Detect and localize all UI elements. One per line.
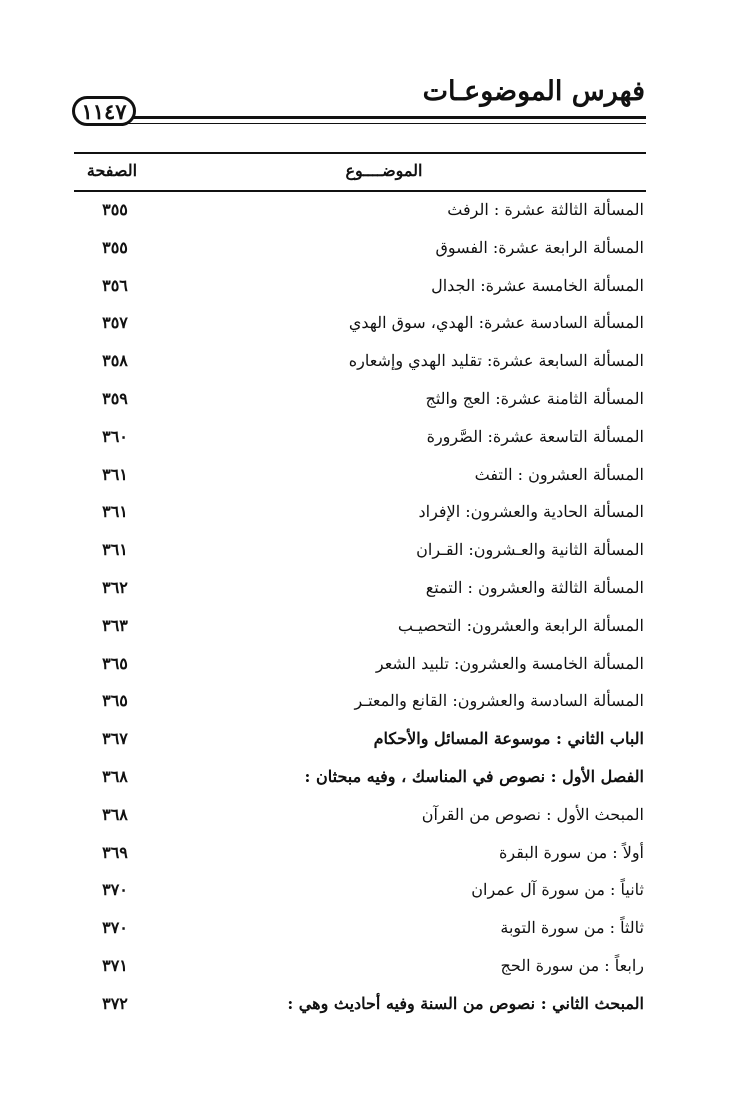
- toc-entry: [74, 382, 646, 420]
- toc-entry-page: ٣٧١: [102, 955, 128, 975]
- column-header-topic: الموضــــوع: [345, 161, 423, 180]
- toc-entry-title: الباب الثاني : موسوعة المسائل والأحكام: [373, 729, 644, 749]
- column-header-rule-bottom: [74, 190, 646, 192]
- toc-entry-title: المسألة العشرون : التفث: [474, 464, 644, 484]
- column-header-rule-top: [74, 152, 646, 154]
- toc-rows: [74, 193, 646, 1025]
- toc-entry-title: أولاً : من سورة البقرة: [498, 842, 644, 862]
- toc-entry-title: المسألة الثالثة عشرة : الرفث: [447, 200, 644, 219]
- toc-entry-page: ٣٦٧: [102, 729, 128, 749]
- toc-entry: [74, 344, 646, 382]
- toc-entry-title: المسألة الثانية والعـشرون: القـران: [416, 540, 644, 560]
- toc-entry-title: الفصل الأول : نصوص في المناسك ، وفيه مبحثان :: [304, 766, 644, 786]
- toc-entry: [74, 306, 646, 344]
- page-title: فهرس الموضوعـات: [422, 76, 645, 107]
- toc-entry: [74, 798, 646, 836]
- toc-entry: [74, 836, 646, 874]
- toc-entry: [74, 533, 646, 571]
- toc-entry-title: المسألة السابعة عشرة: تقليد الهدي وإشعاره: [348, 351, 644, 371]
- toc-entry: [74, 269, 646, 307]
- page-number-badge: ١١٤٧: [72, 96, 136, 126]
- toc-entry-title: المسألة الحادية والعشرون: الإفراد: [418, 502, 644, 522]
- toc-entry-page: ٣٦١: [102, 502, 128, 522]
- toc-entry-page: ٣٥٨: [102, 351, 128, 371]
- toc-entry-page: ٣٥٦: [102, 275, 128, 295]
- toc-entry-title: المبحث الثاني : نصوص من السنة وفيه أحاديث وهي :: [287, 993, 644, 1013]
- toc-entry-page: ٣٦٠: [102, 426, 128, 446]
- toc-entry: [74, 873, 646, 911]
- header-rule-thin: [96, 123, 646, 124]
- toc-entry-page: ٣٥٥: [102, 237, 128, 257]
- toc-entry-page: ٣٦١: [102, 540, 128, 560]
- toc-entry: [74, 684, 646, 722]
- header-rule-thick: [96, 116, 646, 119]
- toc-entry-title: المسألة الرابعة والعشرون: التحصيـب: [397, 615, 644, 635]
- toc-entry: [74, 987, 646, 1025]
- toc-entry: [74, 193, 646, 231]
- toc-entry: [74, 722, 646, 760]
- toc-entry-title: المسألة الرابعة عشرة: الفسوق: [435, 237, 644, 257]
- toc-entry: [74, 458, 646, 496]
- toc-entry-title: المسألة الخامسة والعشرون: تلبيد الشعر: [375, 653, 644, 673]
- toc-entry-page: ٣٧٠: [102, 880, 128, 900]
- toc-entry-title: المسألة السادسة عشرة: الهدي، سوق الهدي: [348, 313, 644, 333]
- toc-entry: [74, 231, 646, 269]
- toc-entry: [74, 647, 646, 685]
- toc-entry-title: المسألة السادسة والعشرون: القانع والمعتـر: [354, 691, 644, 711]
- toc-entry-title: ثالثاً : من سورة التوبة: [500, 918, 644, 938]
- toc-entry: [74, 495, 646, 533]
- toc-entry-page: ٣٦٢: [102, 577, 128, 597]
- toc-entry-page: ٣٥٩: [102, 388, 128, 408]
- toc-entry-page: ٣٧٠: [102, 918, 128, 938]
- toc-entry: [74, 420, 646, 458]
- toc-entry-page: ٣٦٩: [102, 842, 128, 862]
- column-header-page: الصفحة: [86, 161, 138, 180]
- toc-entry-page: ٣٥٥: [102, 200, 128, 219]
- toc-entry-page: ٣٦٥: [102, 653, 128, 673]
- toc-entry-title: المبحث الأول : نصوص من القرآن: [421, 804, 644, 824]
- toc-entry-title: المسألة الثالثة والعشرون : التمتع: [425, 577, 644, 597]
- toc-entry-page: ٣٦٣: [102, 615, 128, 635]
- toc-entry-page: ٣٦٥: [102, 691, 128, 711]
- toc-entry: [74, 609, 646, 647]
- toc-entry-title: المسألة الثامنة عشرة: العج والثج: [425, 388, 644, 408]
- toc-entry: [74, 760, 646, 798]
- toc-entry-page: ٣٦٨: [102, 766, 128, 786]
- toc-entry-title: المسألة التاسعة عشرة: الصَّرورة: [426, 426, 644, 446]
- toc-entry: [74, 949, 646, 987]
- toc-entry-page: ٣٥٧: [102, 313, 128, 333]
- toc-entry-title: المسألة الخامسة عشرة: الجدال: [431, 275, 644, 295]
- toc-entry-page: ٣٦١: [102, 464, 128, 484]
- toc-entry-title: ثانياً : من سورة آل عمران: [471, 880, 644, 900]
- toc-entry: [74, 911, 646, 949]
- toc-entry-title: رابعاً : من سورة الحج: [500, 955, 644, 975]
- toc-entry-page: ٣٦٨: [102, 804, 128, 824]
- toc-entry: [74, 571, 646, 609]
- toc-entry-page: ٣٧٢: [102, 993, 128, 1013]
